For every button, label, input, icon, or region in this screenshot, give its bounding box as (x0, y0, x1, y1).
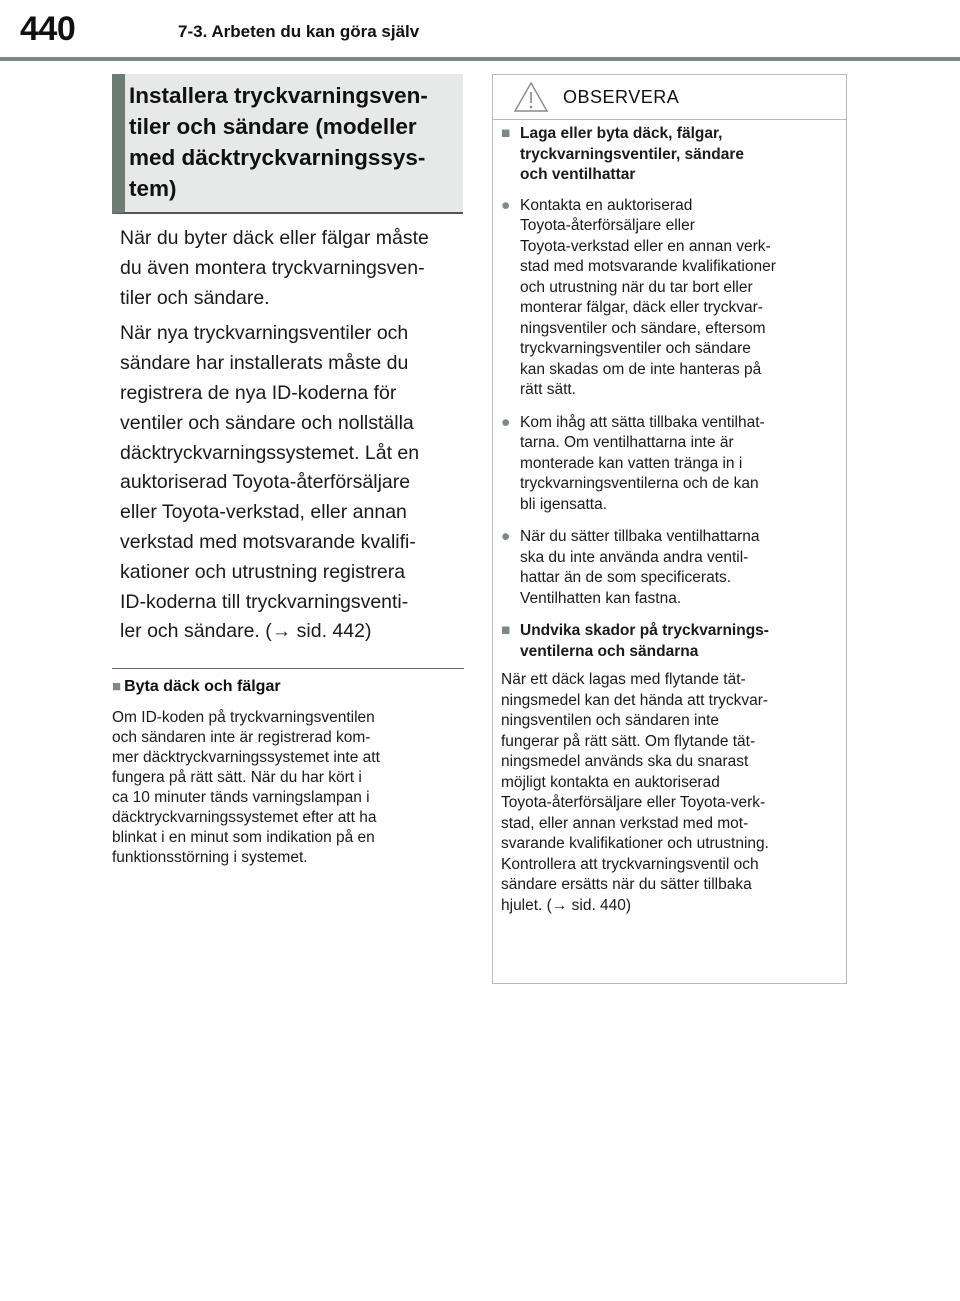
text-line: funktionsstörning i systemet. (112, 849, 308, 866)
text-line: När du byter däck eller fälgar måste (120, 227, 429, 249)
caution-header (493, 75, 846, 120)
text-line: ningsventilen och sändaren inte (501, 712, 720, 729)
dot-bullet-icon: ● (501, 413, 511, 431)
text-line: och utrustning när du tar bort eller (520, 278, 753, 296)
text-line: svarande kvalifikationer och utrustning. (501, 835, 769, 852)
text-line: Ventilhatten kan fastna. (520, 589, 682, 607)
text-line: registrera de nya ID-koderna för (120, 381, 397, 404)
text-line: tiler och sändare. (120, 286, 270, 309)
text-line: mer däcktryckvarningssystemet inte att (112, 749, 380, 766)
text-line: verkstad med motsvarande kvalifi- (120, 530, 416, 553)
text-line: sändare har installerats måste du (120, 352, 409, 375)
text-line: När nya tryckvarningsventiler och (120, 322, 409, 345)
text-line: Toyota-återförsäljare eller (520, 217, 695, 234)
caution-title: OBSERVERA (563, 87, 680, 107)
heading-line: tiler och sändare (modeller (129, 114, 417, 139)
square-bullet-icon: ■ (112, 678, 122, 695)
text-line: stad med motsvarande kvalifikationer (520, 258, 776, 275)
text-line: kan skadas om de inte hanteras på (520, 360, 762, 378)
text-line: ventiler och sändare och nollställa (120, 411, 414, 434)
caution-bullet (501, 413, 834, 516)
warning-triangle-icon (513, 81, 549, 118)
text-line: du även montera tryckvarningsven- (120, 256, 425, 279)
square-bullet-icon: ■ (501, 125, 511, 142)
square-bullet-icon: ■ (501, 622, 511, 639)
text-line: tarna. Om ventilhattarna inte är (520, 434, 734, 451)
caution-paragraph (501, 670, 834, 916)
text-line: ningsmedel kan det hända att tryckvar- (501, 691, 769, 709)
text-line: ska du inte använda andra ventil- (520, 548, 749, 566)
page-header (0, 0, 960, 62)
text-line: blinkat i en minut som indikation på en (112, 829, 375, 846)
paragraph-1 (120, 224, 465, 313)
text-line: fungerar på rätt sätt. Om flytande tät- (501, 732, 756, 750)
text-line: stad, eller annan verkstad med mot- (501, 814, 749, 832)
text-line: Kontakta en auktoriserad (520, 196, 693, 214)
heading-line: med däcktryckvarningssys- (129, 145, 426, 170)
text-line: tryckvarningsventiler och sändare (520, 340, 751, 357)
text-line: ningsventiler och sändare, eftersom (520, 319, 766, 337)
text-line: monterar fälgar, däck eller tryckvar- (520, 299, 763, 316)
header-rule (0, 57, 960, 61)
dot-bullet-icon: ● (501, 196, 511, 214)
subheading-text: Byta däck och fälgar (124, 678, 281, 695)
section-heading (129, 80, 463, 204)
text-line: tryckvarningsventiler, sändare (520, 145, 745, 163)
caution-section-heading (501, 124, 834, 186)
text-line: däcktryckvarningssystemet efter att ha (112, 809, 377, 826)
text-line: Om ID-koden på tryckvarningsventilen (112, 709, 375, 726)
heading-line: Installera tryckvarningsven- (129, 83, 428, 108)
text-line: hattar än de som specificerats. (520, 569, 732, 586)
section-heading-box (112, 74, 463, 214)
text-line: Kontrollera att tryckvarningsventil och (501, 855, 759, 873)
text-line: rätt sätt. (520, 381, 576, 398)
text-line: auktoriserad Toyota-återförsäljare (120, 471, 411, 494)
text-line: kationer och utrustning registrera (120, 560, 406, 583)
text-line: sändare ersätts när du sätter tillbaka (501, 876, 752, 893)
text-line: ventilerna och sändarna (520, 642, 699, 660)
text-line: När ett däck lagas med flytande tät- (501, 671, 746, 688)
text-line: ningsmedel används ska du snarast (501, 753, 749, 770)
text-line: ID-koderna till tryckvarningsventi- (120, 590, 409, 613)
page-reference-link[interactable]: hjulet. (→ sid. 440) (501, 896, 632, 914)
caution-bullet (501, 196, 834, 401)
text-line: bli igensatta. (520, 495, 608, 513)
subheading (112, 678, 281, 696)
page-reference-link[interactable]: ler och sändare. (→ sid. 442) (120, 620, 372, 643)
dot-bullet-icon: ● (501, 528, 511, 545)
text-line: Undvika skador på tryckvarnings- (520, 622, 769, 639)
text-line: monterade kan vatten tränga in i (520, 454, 743, 472)
text-line: Toyota-verkstad eller en annan verk- (520, 237, 771, 255)
text-line: ca 10 minuter tänds varningslampan i (112, 789, 370, 806)
text-line: och sändaren inte är registrerad kom- (112, 729, 371, 746)
caution-box (492, 74, 847, 984)
text-line: tryckvarningsventilerna och de kan (520, 475, 759, 492)
paragraph-2 (120, 319, 465, 647)
caution-bullet (501, 527, 834, 609)
text-line: eller Toyota-verkstad, eller annan (120, 501, 407, 524)
text-line: När du sätter tillbaka ventilhattarna (520, 528, 760, 545)
text-line: fungera på rätt sätt. När du har kört i (112, 769, 362, 786)
caution-body (493, 124, 846, 916)
caution-section-heading (501, 621, 834, 662)
note-text (112, 708, 462, 868)
divider (112, 668, 464, 669)
text-line: däcktryckvarningssystemet. Låt en (120, 441, 420, 464)
body-text (120, 224, 465, 653)
text-line: och ventilhattar (520, 166, 636, 183)
heading-line: tem) (129, 176, 177, 201)
text-line: Laga eller byta däck, fälgar, (520, 125, 723, 142)
text-line: möjligt kontakta en auktoriserad (501, 773, 720, 791)
text-line: Toyota-återförsäljare eller Toyota-verk- (501, 794, 766, 811)
page-number: 440 (20, 10, 76, 48)
section-title: 7-3. Arbeten du kan göra själv (178, 22, 420, 41)
text-line: Kom ihåg att sätta tillbaka ventilhat- (520, 413, 765, 431)
